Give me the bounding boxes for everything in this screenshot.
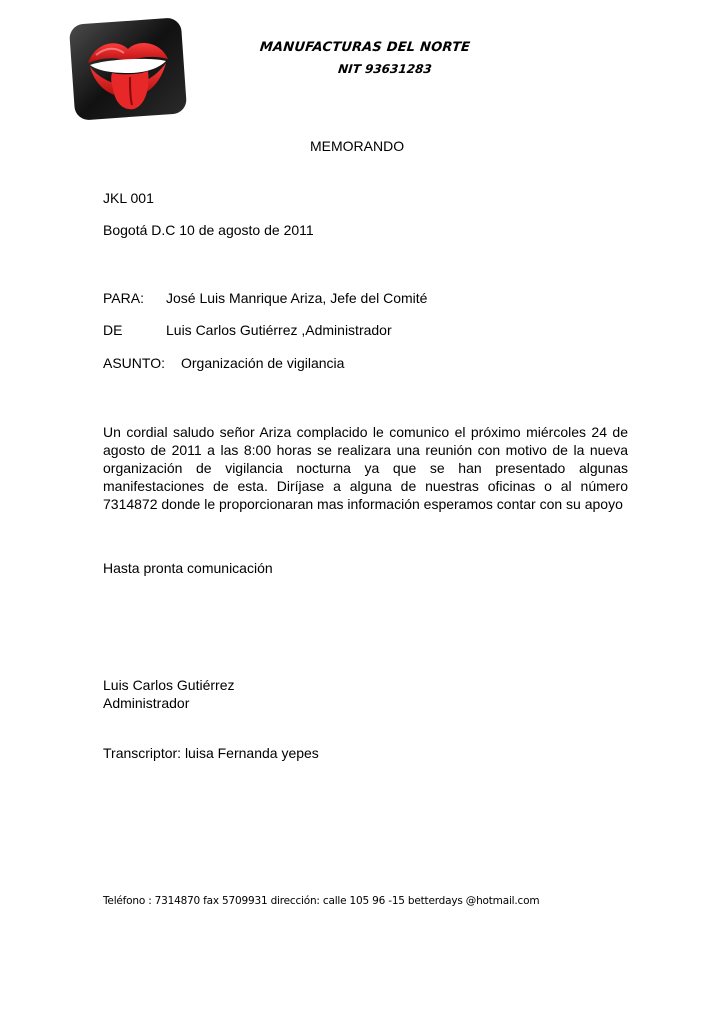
memo-reference: JKL 001: [103, 190, 154, 206]
memo-from-label: DE: [103, 322, 123, 338]
signature-role: Administrador: [103, 695, 190, 711]
memo-date: Bogotá D.C 10 de agosto de 2011: [103, 222, 314, 238]
memo-from-row: [103, 322, 392, 338]
memo-from-value: Luis Carlos Gutiérrez ,Administrador: [166, 322, 392, 338]
company-name: MANUFACTURAS DEL NORTE: [259, 40, 471, 55]
memo-subject-label: ASUNTO:: [103, 355, 165, 371]
memo-to-value: José Luis Manrique Ariza, Jefe del Comité: [166, 290, 428, 306]
signature-name: Luis Carlos Gutiérrez: [103, 677, 235, 693]
memo-title: MEMORANDO: [310, 138, 405, 154]
memo-to-row: [103, 290, 427, 306]
memo-subject-row: [103, 355, 344, 371]
company-nit: NIT 93631283: [337, 62, 433, 76]
memo-subject-value: Organización de vigilancia: [181, 355, 345, 371]
company-logo: [66, 15, 190, 123]
memo-transcriber: Transcriptor: luisa Fernanda yepes: [103, 745, 319, 761]
memo-body: Un cordial saludo señor Ariza complacido le comunico el próximo miércoles 24 de agosto de 2011 a las 8:00 horas se realizara una reunión con motivo de la nueva organización de vigilancia nocturna ya que se han presentado algunas manifestaciones de esta. Diríjase a alguna de nuestras oficinas o al número 7314872 donde le proporcionaran mas información esperamos contar con su apoyo: [103, 424, 628, 512]
memo-closing: Hasta pronta comunicación: [103, 560, 273, 576]
footer-contact: Teléfono : 7314870 fax 5709931 dirección: calle 105 96 -15 betterdays @hotmail.com: [103, 895, 540, 907]
memo-to-label: PARA:: [103, 290, 144, 306]
tongue-lips-logo-icon: [66, 15, 190, 123]
